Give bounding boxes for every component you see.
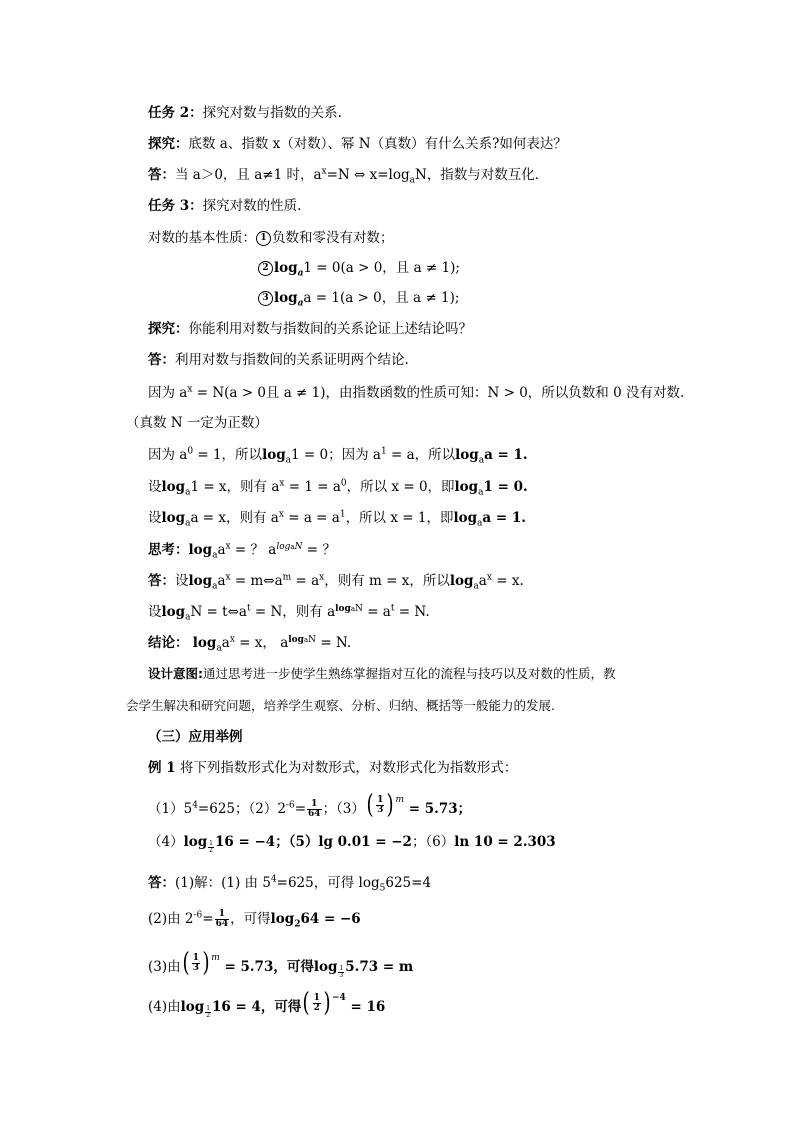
- answer1-text3: N，指数与对数互化．: [415, 167, 549, 183]
- solution-s2e: 64 = −6: [300, 911, 361, 927]
- answer3-g: log: [449, 573, 474, 589]
- solution-s2b: =: [202, 911, 214, 927]
- solution-s2c: ，可得: [230, 911, 271, 927]
- proof-line-2: [126, 413, 268, 433]
- solution-s3d: 5.73 = m: [345, 959, 414, 975]
- answer3b-dsup: log: [335, 603, 351, 614]
- answer3-h: a: [478, 573, 487, 589]
- s3-base-den: 3: [339, 972, 344, 979]
- proof-l4e: ，所以 x = 0，即: [346, 479, 455, 495]
- design-text1: 通过思考进一步使学生熟练掌握指对互化的流程与技巧以及对数的性质，教: [203, 666, 616, 681]
- task3-label: 任务 3：: [148, 198, 203, 214]
- answer3b-line: [148, 602, 430, 622]
- solution-s4: (4)由: [148, 999, 181, 1015]
- solution-s1c: 625=4: [385, 875, 432, 891]
- proof-line-1: [148, 383, 684, 403]
- s3-paren-num: 1: [192, 952, 200, 963]
- proof-l3a: 因为 a: [148, 447, 188, 463]
- solution-s4c: = 16: [345, 999, 386, 1015]
- answer3b-dsupsub: a: [350, 604, 356, 613]
- item1c: =: [294, 801, 307, 817]
- answer3-i: = x.: [491, 573, 524, 589]
- proof-l3b: = 1，所以: [193, 447, 263, 463]
- answer3-line: [148, 571, 524, 591]
- proof-l5f: log: [453, 510, 478, 526]
- item1: （1）5: [148, 801, 193, 817]
- task3-text: 探究对数的性质.: [202, 198, 302, 214]
- log-base-third: [338, 966, 344, 979]
- answer3b-c: N = t⇔a: [190, 604, 247, 620]
- answer3b-f: = N.: [394, 604, 430, 620]
- proof-l3f: = a，所以: [386, 447, 456, 463]
- solution-s4psup: −4: [332, 992, 346, 1003]
- proof-l5sub2: a: [477, 518, 483, 529]
- think-a: log: [188, 542, 213, 558]
- item1-sup2: -6: [285, 800, 295, 811]
- proof-l1sup: x: [187, 384, 193, 395]
- example-text: 将下列指数形式化为对数形式，对数形式化为指数形式：: [175, 760, 518, 776]
- solution-s2sub: 2: [294, 919, 301, 930]
- example-label: 例 1: [148, 760, 176, 776]
- proof-l4d: = 1 = a: [284, 479, 341, 495]
- think-line: [148, 540, 336, 560]
- circled-number-1: 1: [256, 231, 271, 246]
- solution-s1: (1)解：(1) 由 5: [175, 875, 271, 891]
- design-label: 设计意图:: [148, 666, 203, 681]
- proof-l1a: 因为 a: [148, 385, 188, 401]
- answer3b-e: = a: [362, 604, 391, 620]
- think-b: a: [217, 542, 226, 558]
- proof-l3sup: 0: [187, 446, 194, 457]
- proof-l5d: = a = a: [283, 510, 340, 526]
- proof-line-5: [148, 508, 526, 528]
- solution-s2d: log: [270, 911, 295, 927]
- item1-psup: m: [395, 794, 405, 805]
- property-3-log: log: [274, 290, 298, 306]
- proof-l3h: a = 1.: [484, 447, 528, 463]
- solution-s2sup: -6: [193, 910, 203, 921]
- log-base-half: [208, 841, 214, 854]
- example-line: [148, 758, 517, 778]
- answer1-label: 答：: [148, 167, 175, 183]
- proof-l5sub: a: [185, 518, 191, 529]
- solution-s1sup: 4: [270, 874, 277, 885]
- solution-line-2: [148, 909, 361, 935]
- answer1-text2: =N ⇔ x=log: [326, 167, 410, 183]
- answer1-sup: x: [321, 166, 327, 177]
- item4: （4）: [148, 834, 184, 850]
- answer3-a: 设: [175, 573, 189, 589]
- answer3b-esup: t: [390, 603, 395, 614]
- solution-s3c: log: [313, 959, 338, 975]
- property-3-sub: a: [297, 298, 304, 309]
- solution-line-3: [148, 950, 413, 978]
- conclusion-csup2: N: [308, 634, 317, 645]
- think-asub: a: [212, 550, 218, 561]
- section-title-text: （三）应用举例: [148, 729, 243, 745]
- answer3b-a: 设: [148, 604, 162, 620]
- explore2-line: [148, 319, 472, 339]
- example-items-1: [148, 792, 471, 818]
- item4-log: log: [183, 834, 208, 850]
- proof-l2: （真数 N 一定为正数）: [126, 415, 268, 431]
- s4-paren-den: 2: [313, 1002, 320, 1013]
- think-d: = ？: [302, 542, 336, 558]
- fraction-1-64: [307, 800, 322, 819]
- answer3b-csup: t: [246, 603, 251, 614]
- s4-base-den: 2: [206, 1012, 211, 1019]
- s2-frac-num: 1: [215, 910, 230, 920]
- proof-l3sup2: 1: [380, 446, 387, 457]
- proof-l5b: log: [161, 510, 186, 526]
- solution-label: 答：: [148, 875, 175, 891]
- property-2: [258, 258, 460, 278]
- solution-s3: (3)由: [148, 959, 181, 975]
- paren-frac-1-3: ( $\frac{1}{3}$ ): [366, 790, 394, 820]
- task3-line: [148, 196, 301, 216]
- conclusion-c: = x， a: [234, 635, 289, 651]
- log-base-half-b: [205, 1006, 211, 1019]
- example-items-2: [148, 832, 556, 854]
- proof-l3sub2: a: [478, 455, 485, 466]
- proof-l1b: = N(a > 0且 a ≠ 1)，由指数函数的性质可知：N > 0，所以负数和 0 没有对数.: [192, 385, 685, 401]
- think-c: = ？ a: [230, 542, 277, 558]
- conclusion-asub: a: [216, 643, 222, 654]
- property-2-rest: 1 = 0(a > 0，且 a ≠ 1);: [303, 260, 460, 276]
- item6: ln 10 = 2.303: [454, 834, 556, 850]
- answer1-line: [148, 165, 548, 185]
- proof-l3c: log: [262, 447, 286, 463]
- paren-frac-1-3-b: ( $\frac{1}{3}$ ): [182, 948, 210, 978]
- answer2-line: [148, 350, 409, 370]
- circled-number-2: 2: [258, 261, 273, 276]
- solution-line-1: [148, 873, 431, 893]
- item5: lg 0.01 = −2: [318, 834, 412, 850]
- item1-sup: 4: [192, 800, 198, 811]
- proof-l3sub: a: [285, 455, 292, 466]
- conclusion-csupsub: a: [303, 635, 309, 644]
- property-1-text: 负数和零没有对数；: [272, 230, 394, 246]
- explore1-text: 底数 a、指数 x（对数）、幂 N（真数）有什么关系?如何表达？: [188, 136, 567, 152]
- task2-label: 任务 2：: [148, 105, 203, 121]
- design-text2: 会学生解决和研究问题，培养学生观察、分析、归纳、概括等一般能力的发展.: [126, 698, 555, 713]
- proof-l5sup: x: [278, 509, 284, 520]
- property-2-log: log: [274, 260, 298, 276]
- explore2-text: 你能利用对数与指数间的关系论证上述结论吗？: [188, 321, 472, 337]
- answer3-e: = a: [291, 573, 320, 589]
- base-den: 2: [209, 847, 213, 854]
- answer3-gsub: a: [473, 581, 479, 592]
- proof-l5c: a = x，则有 a: [190, 510, 279, 526]
- answer2-label: 答：: [148, 352, 175, 368]
- solution-s3b: = 5.73，可得: [219, 959, 314, 975]
- answer3-d: = m⇔a: [230, 573, 283, 589]
- task2-line: [148, 103, 342, 123]
- proof-l4c: 1 = x，则有 a: [190, 479, 280, 495]
- property-1: [148, 228, 394, 248]
- solution-line-4: [148, 990, 385, 1018]
- think-label: 思考：: [148, 542, 189, 558]
- conclusion-label: 结论：: [148, 635, 189, 651]
- answer3-csup: x: [225, 572, 231, 583]
- item1e: = 5.73；: [404, 801, 472, 817]
- property-2-sub: a: [297, 268, 304, 279]
- base-num: 1: [209, 840, 213, 847]
- solution-s4b: 16 = 4，可得: [212, 999, 302, 1015]
- proof-l3g: log: [455, 447, 479, 463]
- answer3b-dsup2: N: [355, 603, 363, 614]
- item4b: 16 = −4；（5）: [215, 834, 319, 850]
- think-csupsub: a: [290, 542, 295, 551]
- proof-l4sub: a: [185, 487, 191, 498]
- property-3-rest: a = 1(a > 0，且 a ≠ 1);: [303, 290, 460, 306]
- answer3b-b: log: [161, 604, 186, 620]
- solution-s4log: log: [180, 999, 205, 1015]
- proof-l5sup2: 1: [339, 509, 346, 520]
- think-csup2: N: [294, 541, 303, 552]
- proof-l4b: log: [161, 479, 186, 495]
- answer3-esup: x: [319, 572, 325, 583]
- answer1-text: 当 a＞0，且 a≠1 时，a: [175, 167, 322, 183]
- answer1-sub: a: [409, 175, 415, 186]
- item5b: ；（6）: [411, 834, 455, 850]
- s3-paren-den: 3: [192, 962, 200, 973]
- conclusion-b: a: [221, 635, 230, 651]
- proof-l3e: ；因为 a: [328, 447, 381, 463]
- conclusion-bsup: x: [229, 634, 235, 645]
- proof-l4g: 1 = 0.: [483, 479, 528, 495]
- s3-base-num: 1: [339, 965, 344, 972]
- proof-l5a: 设: [148, 510, 162, 526]
- proof-l4f: log: [454, 479, 479, 495]
- proof-l4sub2: a: [478, 487, 484, 498]
- s4-paren-num: 1: [313, 992, 320, 1003]
- proof-l3d: 1 = 0: [291, 447, 329, 463]
- props-intro: 对数的基本性质：: [148, 230, 256, 246]
- explore2-label: 探究：: [148, 321, 189, 337]
- conclusion-a: log: [192, 635, 217, 651]
- task2-text: 探究对数与指数的关系.: [202, 105, 342, 121]
- property-3: [258, 288, 459, 308]
- answer2-text: 利用对数与指数间的关系证明两个结论.: [175, 352, 409, 368]
- conclusion-d: = N.: [316, 635, 352, 651]
- proof-l4sup: x: [279, 478, 285, 489]
- solution-s2: (2)由 2: [148, 911, 194, 927]
- solution-s1b: =625，可得 log: [276, 875, 380, 891]
- circled-number-3: 3: [258, 291, 273, 306]
- answer3-dsup: m: [282, 572, 292, 583]
- s2-frac-den: 64: [215, 919, 229, 929]
- proof-line-3: [148, 445, 528, 465]
- frac-num: 1: [307, 800, 322, 810]
- explore1-line: [148, 134, 567, 154]
- frac-den: 64: [308, 809, 321, 819]
- answer3-bsub: a: [212, 581, 218, 592]
- answer3-c: a: [217, 573, 226, 589]
- proof-l4sup2: 0: [340, 478, 347, 489]
- item1b: =625；（2）2: [197, 801, 286, 817]
- paren-den: 3: [377, 804, 384, 815]
- proof-l4a: 设: [148, 479, 162, 495]
- fraction-1-64-b: [215, 910, 230, 929]
- proof-line-4: [148, 477, 528, 497]
- answer3-b: log: [188, 573, 213, 589]
- proof-l5g: a = 1.: [482, 510, 526, 526]
- think-bsup: x: [225, 541, 231, 552]
- paren-num: 1: [377, 794, 384, 805]
- answer3-f: ，则有 m = x，所以: [324, 573, 450, 589]
- solution-s1sub: 5: [379, 883, 386, 894]
- conclusion-line: [148, 633, 351, 653]
- explore1-label: 探究：: [148, 136, 189, 152]
- s4-base-num: 1: [206, 1005, 211, 1012]
- think-csup: log: [276, 541, 291, 552]
- design-intent-line-1: [148, 664, 616, 684]
- item1d: ；（3）: [322, 801, 365, 817]
- solution-s3psup: m: [211, 952, 220, 963]
- answer3b-d: = N，则有 a: [250, 604, 336, 620]
- conclusion-csup: log: [288, 634, 304, 645]
- answer3-hsup: x: [486, 572, 492, 583]
- paren-frac-1-2: ( $\frac{1}{2}$ ): [302, 988, 331, 1018]
- proof-l5e: ，所以 x = 1，即: [345, 510, 454, 526]
- answer3b-bsub: a: [185, 612, 191, 623]
- answer3-label: 答：: [148, 573, 175, 589]
- design-intent-line-2: [126, 696, 555, 716]
- section-title: [148, 727, 243, 747]
